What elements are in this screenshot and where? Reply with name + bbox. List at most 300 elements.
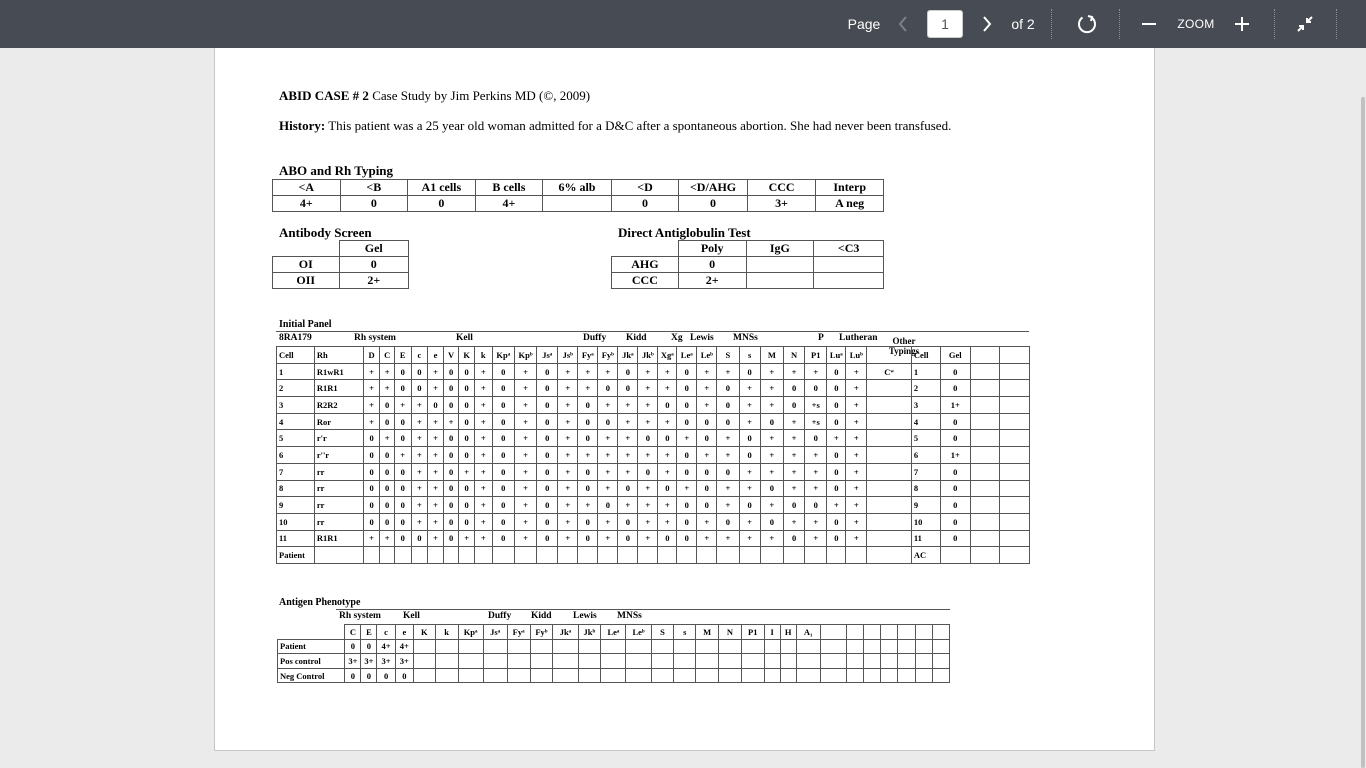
panel-cell: + bbox=[717, 530, 739, 547]
dat-header: <C3 bbox=[814, 241, 884, 257]
phenotype-empty-cell bbox=[578, 654, 601, 669]
dat-value bbox=[746, 273, 814, 289]
abo-value: 0 bbox=[611, 196, 679, 212]
phenotype-empty-cell bbox=[530, 639, 553, 654]
panel-cell: + bbox=[558, 413, 578, 430]
panel-empty-cell bbox=[558, 547, 578, 564]
abo-value: 0 bbox=[679, 196, 748, 212]
panel-column-header: Gel bbox=[940, 347, 970, 364]
panel-cell: 7 bbox=[277, 463, 315, 480]
panel-cell: 0 bbox=[363, 463, 380, 480]
phenotype-empty-cell bbox=[864, 654, 881, 669]
dat-row-label: AHG bbox=[612, 257, 679, 273]
phenotype-empty-cell bbox=[796, 654, 820, 669]
abo-header: Interp bbox=[816, 180, 884, 196]
panel-cell: + bbox=[558, 397, 578, 414]
next-page-button[interactable] bbox=[974, 0, 1000, 48]
panel-cell: Cʷ bbox=[867, 363, 911, 380]
phenotype-empty-cell bbox=[915, 625, 932, 640]
panel-cell: 0 bbox=[805, 497, 827, 514]
panel-cell: + bbox=[474, 447, 492, 464]
panel-cell: 0 bbox=[459, 430, 475, 447]
panel-cell bbox=[999, 497, 1029, 514]
panel-cell: 0 bbox=[827, 380, 846, 397]
phenotype-column-header: Kpᵃ bbox=[458, 625, 483, 640]
panel-column-header: Jsᵇ bbox=[558, 347, 578, 364]
table-row bbox=[277, 430, 1030, 447]
rotate-button[interactable] bbox=[1072, 0, 1102, 48]
panel-column-header: Jsᵃ bbox=[537, 347, 558, 364]
panel-cell: + bbox=[514, 430, 536, 447]
zoom-in-button[interactable] bbox=[1231, 0, 1253, 48]
panel-cell: 0 bbox=[411, 530, 428, 547]
panel-cell: + bbox=[411, 513, 428, 530]
table-row bbox=[277, 497, 1030, 514]
panel-cell: + bbox=[760, 463, 783, 480]
panel-cell: 0 bbox=[363, 513, 380, 530]
abo-value: 4+ bbox=[273, 196, 341, 212]
panel-cell: + bbox=[428, 363, 444, 380]
panel-empty-cell bbox=[598, 547, 618, 564]
toolbar-divider bbox=[1119, 9, 1120, 39]
panel-cell: 0 bbox=[537, 497, 558, 514]
panel-cell: + bbox=[428, 447, 444, 464]
panel-empty-cell bbox=[827, 547, 846, 564]
panel-column-header: Luᵃ bbox=[827, 347, 846, 364]
panel-cell: + bbox=[514, 513, 536, 530]
phenotype-cell: 3+ bbox=[345, 654, 361, 669]
phenotype-empty-cell bbox=[820, 625, 846, 640]
history-text: History: This patient was a 25 year old woman admitted for a D&C after a spontaneous abortion. She had never been transfused. bbox=[279, 118, 952, 133]
panel-cell: 0 bbox=[380, 480, 394, 497]
panel-cell bbox=[867, 530, 911, 547]
panel-cell: + bbox=[558, 430, 578, 447]
panel-cell: + bbox=[514, 447, 536, 464]
zoom-label: ZOOM bbox=[1177, 17, 1215, 31]
phenotype-column-header: Leᵇ bbox=[626, 625, 651, 640]
phenotype-empty-cell bbox=[626, 668, 651, 683]
panel-cell: 0 bbox=[492, 480, 514, 497]
panel-cell: + bbox=[846, 363, 867, 380]
panel-cell: + bbox=[638, 513, 658, 530]
panel-cell: 0 bbox=[677, 363, 697, 380]
page-count-label: of 2 bbox=[1011, 16, 1035, 32]
panel-cell: + bbox=[394, 397, 411, 414]
panel-cell: 10 bbox=[277, 513, 315, 530]
panel-header-row bbox=[277, 347, 1030, 364]
panel-cell: 0 bbox=[459, 397, 475, 414]
panel-cell bbox=[999, 363, 1029, 380]
phenotype-empty-cell bbox=[846, 668, 863, 683]
exit-fullscreen-button[interactable] bbox=[1292, 0, 1318, 48]
phenotype-header-row bbox=[278, 625, 950, 640]
scrollbar[interactable] bbox=[1361, 97, 1365, 768]
phenotype-row-label: Pos control bbox=[278, 654, 345, 669]
phenotype-column-header: S bbox=[651, 625, 674, 640]
panel-cell: 0 bbox=[394, 380, 411, 397]
abo-title: ABO and Rh Typing bbox=[279, 163, 394, 178]
panel-cell bbox=[970, 380, 999, 397]
panel-cell: + bbox=[558, 497, 578, 514]
panel-cell: + bbox=[805, 530, 827, 547]
phenotype-column-header: Fyᵇ bbox=[530, 625, 553, 640]
panel-cell: + bbox=[428, 480, 444, 497]
panel-cell: + bbox=[598, 363, 618, 380]
panel-cell: + bbox=[558, 513, 578, 530]
panel-cell: 0 bbox=[618, 363, 638, 380]
phenotype-column-header: Fyᵃ bbox=[507, 625, 530, 640]
panel-cell: 0 bbox=[739, 430, 760, 447]
panel-cell: 1 bbox=[911, 363, 940, 380]
panel-cell bbox=[999, 413, 1029, 430]
panel-cell: 0 bbox=[697, 463, 717, 480]
panel-cell: 0 bbox=[658, 397, 677, 414]
phenotype-empty-cell bbox=[820, 668, 846, 683]
phenotype-empty-cell bbox=[553, 639, 578, 654]
phenotype-empty-cell bbox=[820, 654, 846, 669]
phenotype-empty-cell bbox=[674, 668, 696, 683]
phenotype-column-header: K bbox=[413, 625, 435, 640]
panel-cell: 0 bbox=[443, 380, 459, 397]
dat-row-label: CCC bbox=[612, 273, 679, 289]
page-number-input[interactable] bbox=[927, 10, 963, 38]
abo-header: CCC bbox=[747, 180, 816, 196]
phenotype-empty-cell bbox=[413, 639, 435, 654]
phenotype-top-border bbox=[336, 609, 950, 610]
panel-empty-cell bbox=[492, 547, 514, 564]
panel-cell: + bbox=[697, 513, 717, 530]
panel-empty-cell bbox=[578, 547, 598, 564]
panel-cell: + bbox=[428, 463, 444, 480]
panel-cell: + bbox=[717, 447, 739, 464]
panel-cell: + bbox=[805, 480, 827, 497]
phenotype-empty-cell bbox=[820, 639, 846, 654]
panel-empty-cell bbox=[658, 547, 677, 564]
panel-cell: +s bbox=[805, 413, 827, 430]
phenotype-empty-cell bbox=[696, 668, 719, 683]
panel-cell bbox=[970, 397, 999, 414]
panel-cell: + bbox=[784, 513, 805, 530]
phenotype-column-header: A₁ bbox=[796, 625, 820, 640]
panel-cell: 0 bbox=[537, 447, 558, 464]
phenotype-empty-cell bbox=[483, 668, 507, 683]
panel-cell bbox=[867, 380, 911, 397]
panel-cell: 0 bbox=[394, 480, 411, 497]
panel-cell: + bbox=[846, 480, 867, 497]
phenotype-column-header: Leᵃ bbox=[601, 625, 626, 640]
panel-cell: + bbox=[638, 447, 658, 464]
panel-cell bbox=[867, 513, 911, 530]
panel-cell: 5 bbox=[277, 430, 315, 447]
panel-cell: + bbox=[459, 530, 475, 547]
prev-page-button[interactable] bbox=[890, 0, 916, 48]
phenotype-cell: 0 bbox=[377, 668, 395, 683]
panel-cell: + bbox=[598, 430, 618, 447]
phenotype-empty-cell bbox=[881, 639, 898, 654]
phenotype-column-header: Jsᵃ bbox=[483, 625, 507, 640]
panel-cell: + bbox=[805, 463, 827, 480]
panel-cell: + bbox=[598, 463, 618, 480]
panel-cell: + bbox=[428, 413, 444, 430]
panel-cell: + bbox=[677, 480, 697, 497]
panel-cell: 0 bbox=[492, 380, 514, 397]
panel-cell: 0 bbox=[717, 513, 739, 530]
panel-cell bbox=[867, 463, 911, 480]
phenotype-column-header: C bbox=[345, 625, 361, 640]
phenotype-cell: 0 bbox=[345, 639, 361, 654]
panel-cell bbox=[970, 530, 999, 547]
panel-column-header: Xgᵃ bbox=[658, 347, 677, 364]
panel-cell: + bbox=[514, 380, 536, 397]
phenotype-empty-cell bbox=[719, 668, 742, 683]
panel-cell bbox=[999, 447, 1029, 464]
panel-column-header: Leᵇ bbox=[697, 347, 717, 364]
panel-cell: 0 bbox=[443, 530, 459, 547]
panel-cell bbox=[867, 430, 911, 447]
panel-cell: + bbox=[474, 463, 492, 480]
panel-cell bbox=[867, 413, 911, 430]
panel-cell: 0 bbox=[697, 480, 717, 497]
panel-cell: + bbox=[784, 480, 805, 497]
screen-header: Gel bbox=[339, 241, 408, 257]
panel-cell: + bbox=[638, 363, 658, 380]
panel-cell bbox=[970, 497, 999, 514]
panel-cell: 0 bbox=[697, 413, 717, 430]
panel-cell: 0 bbox=[443, 447, 459, 464]
panel-cell: + bbox=[846, 380, 867, 397]
panel-column-header: k bbox=[474, 347, 492, 364]
phenotype-empty-cell bbox=[898, 639, 915, 654]
panel-cell: 0 bbox=[784, 380, 805, 397]
phenotype-empty-cell bbox=[719, 639, 742, 654]
panel-cell: 0 bbox=[459, 447, 475, 464]
panel-cell: 0 bbox=[443, 397, 459, 414]
phenotype-empty-cell bbox=[651, 668, 674, 683]
abo-rh-table bbox=[272, 179, 884, 212]
phenotype-empty-cell bbox=[696, 654, 719, 669]
panel-cell: 0 bbox=[827, 413, 846, 430]
panel-empty-cell bbox=[411, 547, 428, 564]
panel-cell bbox=[867, 447, 911, 464]
panel-cell: 0 bbox=[394, 497, 411, 514]
panel-cell: + bbox=[363, 530, 380, 547]
panel-group-label: Other Typings bbox=[888, 336, 920, 356]
panel-cell: + bbox=[760, 430, 783, 447]
panel-cell: + bbox=[846, 397, 867, 414]
panel-empty-cell bbox=[760, 547, 783, 564]
phenotype-empty-cell bbox=[846, 639, 863, 654]
panel-cell: 0 bbox=[537, 413, 558, 430]
panel-cell: + bbox=[598, 480, 618, 497]
panel-column-header: Cell bbox=[277, 347, 315, 364]
panel-cell: + bbox=[638, 530, 658, 547]
phenotype-empty-cell bbox=[458, 654, 483, 669]
panel-cell bbox=[999, 530, 1029, 547]
panel-empty-cell bbox=[428, 547, 444, 564]
panel-cell: + bbox=[739, 530, 760, 547]
panel-cell: + bbox=[443, 413, 459, 430]
panel-cell: + bbox=[514, 413, 536, 430]
panel-empty-cell bbox=[846, 547, 867, 564]
panel-patient-row bbox=[277, 547, 1030, 564]
panel-column-header: N bbox=[784, 347, 805, 364]
phenotype-empty-cell bbox=[932, 668, 949, 683]
phenotype-empty-cell bbox=[507, 668, 530, 683]
panel-cell: + bbox=[784, 413, 805, 430]
abo-header: A1 cells bbox=[408, 180, 476, 196]
panel-cell: R2R2 bbox=[314, 397, 363, 414]
panel-cell: 0 bbox=[380, 513, 394, 530]
panel-empty-cell bbox=[805, 547, 827, 564]
panel-cell: + bbox=[805, 447, 827, 464]
document-page bbox=[214, 48, 1155, 751]
panel-cell: + bbox=[618, 447, 638, 464]
panel-cell: + bbox=[846, 513, 867, 530]
phenotype-empty-cell bbox=[674, 639, 696, 654]
panel-cell: 0 bbox=[618, 513, 638, 530]
phenotype-empty-cell bbox=[719, 654, 742, 669]
panel-cell: + bbox=[459, 463, 475, 480]
panel-cell: + bbox=[658, 447, 677, 464]
phenotype-empty-cell bbox=[741, 668, 764, 683]
panel-cell: 0 bbox=[459, 413, 475, 430]
collapse-icon bbox=[1296, 15, 1314, 33]
phenotype-empty-cell bbox=[458, 668, 483, 683]
panel-cell: 3 bbox=[911, 397, 940, 414]
phenotype-empty-cell bbox=[764, 668, 780, 683]
dat-value bbox=[814, 273, 884, 289]
panel-cell: 0 bbox=[380, 413, 394, 430]
panel-cell: + bbox=[474, 497, 492, 514]
panel-cell: + bbox=[739, 513, 760, 530]
panel-column-header: s bbox=[739, 347, 760, 364]
panel-cell: + bbox=[558, 530, 578, 547]
panel-cell: 4 bbox=[911, 413, 940, 430]
panel-cell: 0 bbox=[578, 513, 598, 530]
panel-column-header bbox=[970, 347, 999, 364]
panel-group-label: Lutheran bbox=[839, 333, 878, 343]
panel-cell: 0 bbox=[380, 497, 394, 514]
panel-cell: 0 bbox=[459, 363, 475, 380]
panel-cell: + bbox=[474, 413, 492, 430]
page-label: Page bbox=[847, 16, 881, 32]
table-row bbox=[277, 413, 1030, 430]
panel-cell bbox=[970, 363, 999, 380]
phenotype-column-header: Jkᵃ bbox=[553, 625, 578, 640]
panel-group-label: Duffy bbox=[583, 333, 607, 343]
panel-column-header: K bbox=[459, 347, 475, 364]
dat-value: 0 bbox=[678, 257, 746, 273]
panel-cell: 0 bbox=[492, 530, 514, 547]
table-row bbox=[277, 363, 1030, 380]
panel-cell: 0 bbox=[760, 513, 783, 530]
panel-cell: 0 bbox=[805, 430, 827, 447]
phenotype-empty-cell bbox=[780, 654, 796, 669]
phenotype-empty-cell bbox=[898, 668, 915, 683]
panel-cell: + bbox=[638, 480, 658, 497]
panel-cell: + bbox=[428, 530, 444, 547]
antibody-screen-table bbox=[272, 240, 409, 289]
panel-cell: + bbox=[558, 447, 578, 464]
panel-column-header: Leᵃ bbox=[677, 347, 697, 364]
panel-group-label: MNSs bbox=[733, 333, 758, 343]
panel-cell: + bbox=[598, 513, 618, 530]
panel-cell: 0 bbox=[677, 530, 697, 547]
phenotype-column-header: H bbox=[780, 625, 796, 640]
panel-cell: + bbox=[363, 380, 380, 397]
dat-title: Direct Antiglobulin Test bbox=[618, 225, 751, 240]
table-row bbox=[277, 513, 1030, 530]
panel-cell: 0 bbox=[784, 497, 805, 514]
panel-cell: + bbox=[658, 413, 677, 430]
panel-cell: + bbox=[380, 430, 394, 447]
phenotype-empty-cell bbox=[483, 654, 507, 669]
panel-cell: 0 bbox=[784, 397, 805, 414]
phenotype-cell: 3+ bbox=[361, 654, 377, 669]
phenotype-empty-cell bbox=[507, 654, 530, 669]
panel-cell: + bbox=[380, 380, 394, 397]
panel-cell: 0 bbox=[459, 497, 475, 514]
phenotype-corner-cell bbox=[278, 625, 345, 640]
phenotype-empty-cell bbox=[780, 639, 796, 654]
panel-cell: 3 bbox=[277, 397, 315, 414]
phenotype-empty-cell bbox=[796, 639, 820, 654]
panel-cell: + bbox=[717, 363, 739, 380]
panel-cell: + bbox=[805, 513, 827, 530]
panel-cell: + bbox=[784, 447, 805, 464]
panel-cell: 0 bbox=[827, 397, 846, 414]
phenotype-empty-cell bbox=[846, 654, 863, 669]
panel-group-label: Kell bbox=[456, 333, 473, 343]
panel-cell: 0 bbox=[394, 530, 411, 547]
panel-cell: + bbox=[411, 463, 428, 480]
panel-cell: 0 bbox=[739, 363, 760, 380]
phenotype-empty-cell bbox=[881, 668, 898, 683]
panel-empty-cell bbox=[514, 547, 536, 564]
panel-column-header: D bbox=[363, 347, 380, 364]
abo-header: <D/AHG bbox=[679, 180, 748, 196]
table-row bbox=[278, 654, 950, 669]
panel-cell: 6 bbox=[277, 447, 315, 464]
panel-cell: + bbox=[514, 363, 536, 380]
panel-cell: 2 bbox=[277, 380, 315, 397]
panel-cell: + bbox=[578, 363, 598, 380]
panel-cell: rr bbox=[314, 480, 363, 497]
zoom-out-button[interactable] bbox=[1138, 0, 1160, 48]
initial-panel-title: Initial Panel bbox=[279, 319, 332, 330]
phenotype-empty-cell bbox=[932, 654, 949, 669]
panel-cell: 9 bbox=[277, 497, 315, 514]
panel-top-border bbox=[276, 331, 1029, 332]
panel-cell: 0 bbox=[658, 430, 677, 447]
panel-cell: 0 bbox=[537, 363, 558, 380]
panel-column-header: Jkᵃ bbox=[618, 347, 638, 364]
panel-column-header: Cell bbox=[911, 347, 940, 364]
panel-cell: 0 bbox=[443, 513, 459, 530]
panel-cell: 0 bbox=[739, 447, 760, 464]
panel-cell: + bbox=[638, 380, 658, 397]
panel-cell: 0 bbox=[940, 413, 970, 430]
phenotype-empty-cell bbox=[864, 639, 881, 654]
phenotype-cell: 4+ bbox=[395, 639, 413, 654]
panel-cell: + bbox=[846, 413, 867, 430]
panel-empty-cell bbox=[867, 547, 911, 564]
panel-cell: + bbox=[514, 397, 536, 414]
panel-cell: + bbox=[697, 363, 717, 380]
panel-cell: 0 bbox=[940, 497, 970, 514]
panel-column-header: V bbox=[443, 347, 459, 364]
phenotype-empty-cell bbox=[601, 654, 626, 669]
